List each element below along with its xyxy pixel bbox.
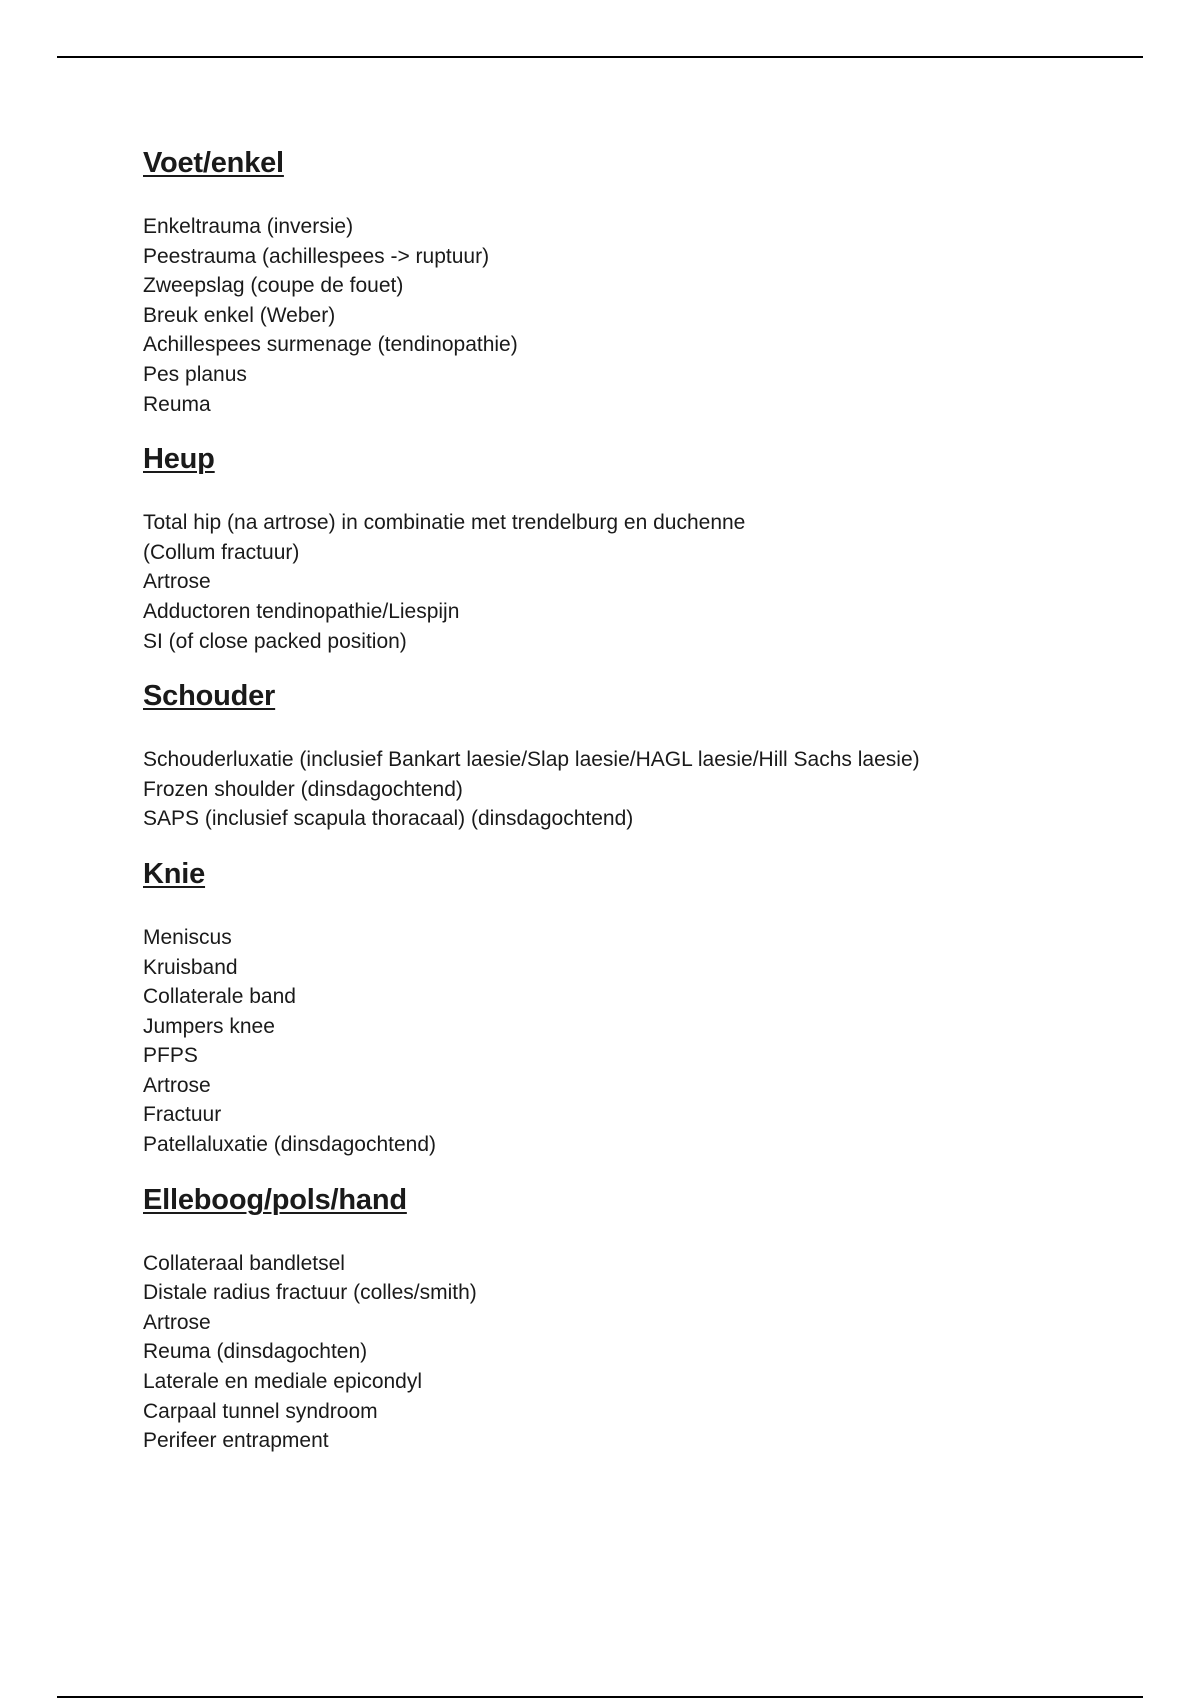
list-item: Zweepslag (coupe de fouet) <box>143 274 404 298</box>
list-item: Laterale en mediale epicondyl <box>143 1370 423 1394</box>
header-rule <box>57 56 1143 58</box>
item-list <box>143 212 1103 419</box>
list-item: Fractuur <box>143 1103 222 1127</box>
list-item: Pes planus <box>143 362 247 386</box>
list-item: SI (of close packed position) <box>143 629 407 653</box>
list-item: Artrose <box>143 1310 211 1334</box>
section-elleboog-pols-hand <box>143 1177 1103 1456</box>
list-item: Enkeltrauma (inversie) <box>143 215 354 238</box>
item-list <box>143 1249 1103 1456</box>
section-schouder <box>143 673 1103 834</box>
list-item: PFPS <box>143 1044 198 1068</box>
list-item: Patellaluxatie (dinsdagochtend) <box>143 1133 437 1157</box>
list-item: Frozen shoulder (dinsdagochtend) <box>143 777 463 801</box>
list-item: Reuma (dinsdagochten) <box>143 1340 368 1364</box>
list-item: Meniscus <box>143 925 232 949</box>
list-item: Kruisband <box>143 955 238 979</box>
section-heup <box>143 436 1103 656</box>
section-voet-enkel <box>143 140 1103 419</box>
footer-rule <box>57 1696 1143 1698</box>
list-item: Breuk enkel (Weber) <box>143 303 336 327</box>
list-item: Collaterale band <box>143 985 296 1009</box>
list-item: Artrose <box>143 1073 211 1097</box>
list-item: Perifeer entrapment <box>143 1429 329 1453</box>
section-heading: Heup <box>143 443 215 476</box>
list-item: Artrose <box>143 570 211 594</box>
section-heading: Voet/enkel <box>143 147 284 179</box>
section-heading: Knie <box>143 857 206 890</box>
list-item: Adductoren tendinopathie/Liespijn <box>143 599 460 623</box>
list-item: Collateraal bandletsel <box>143 1251 345 1275</box>
list-item: Total hip (na artrose) in combinatie met trendelburg en duchenne <box>143 511 746 535</box>
item-list <box>143 508 1103 656</box>
section-heading: Elleboog/pols/hand <box>143 1183 407 1216</box>
list-item: (Collum fractuur) <box>143 540 300 564</box>
list-item: Peestrauma (achillespees -> ruptuur) <box>143 244 490 268</box>
list-item: Schouderluxatie (inclusief Bankart laesie/Slap laesie/HAGL laesie/Hill Sachs laesie) <box>143 748 920 772</box>
item-list <box>143 923 1103 1160</box>
list-item: Jumpers knee <box>143 1014 275 1038</box>
section-heading: Schouder <box>143 680 276 713</box>
document-body <box>143 140 1103 1456</box>
list-item: Distale radius fractuur (colles/smith) <box>143 1281 477 1305</box>
list-item: Reuma <box>143 392 211 416</box>
list-item: Achillespees surmenage (tendinopathie) <box>143 333 518 357</box>
item-list <box>143 745 1103 834</box>
list-item: Carpaal tunnel syndroom <box>143 1399 378 1423</box>
section-knie <box>143 851 1103 1160</box>
list-item: SAPS (inclusief scapula thoracaal) (dinsdagochtend) <box>143 807 634 831</box>
